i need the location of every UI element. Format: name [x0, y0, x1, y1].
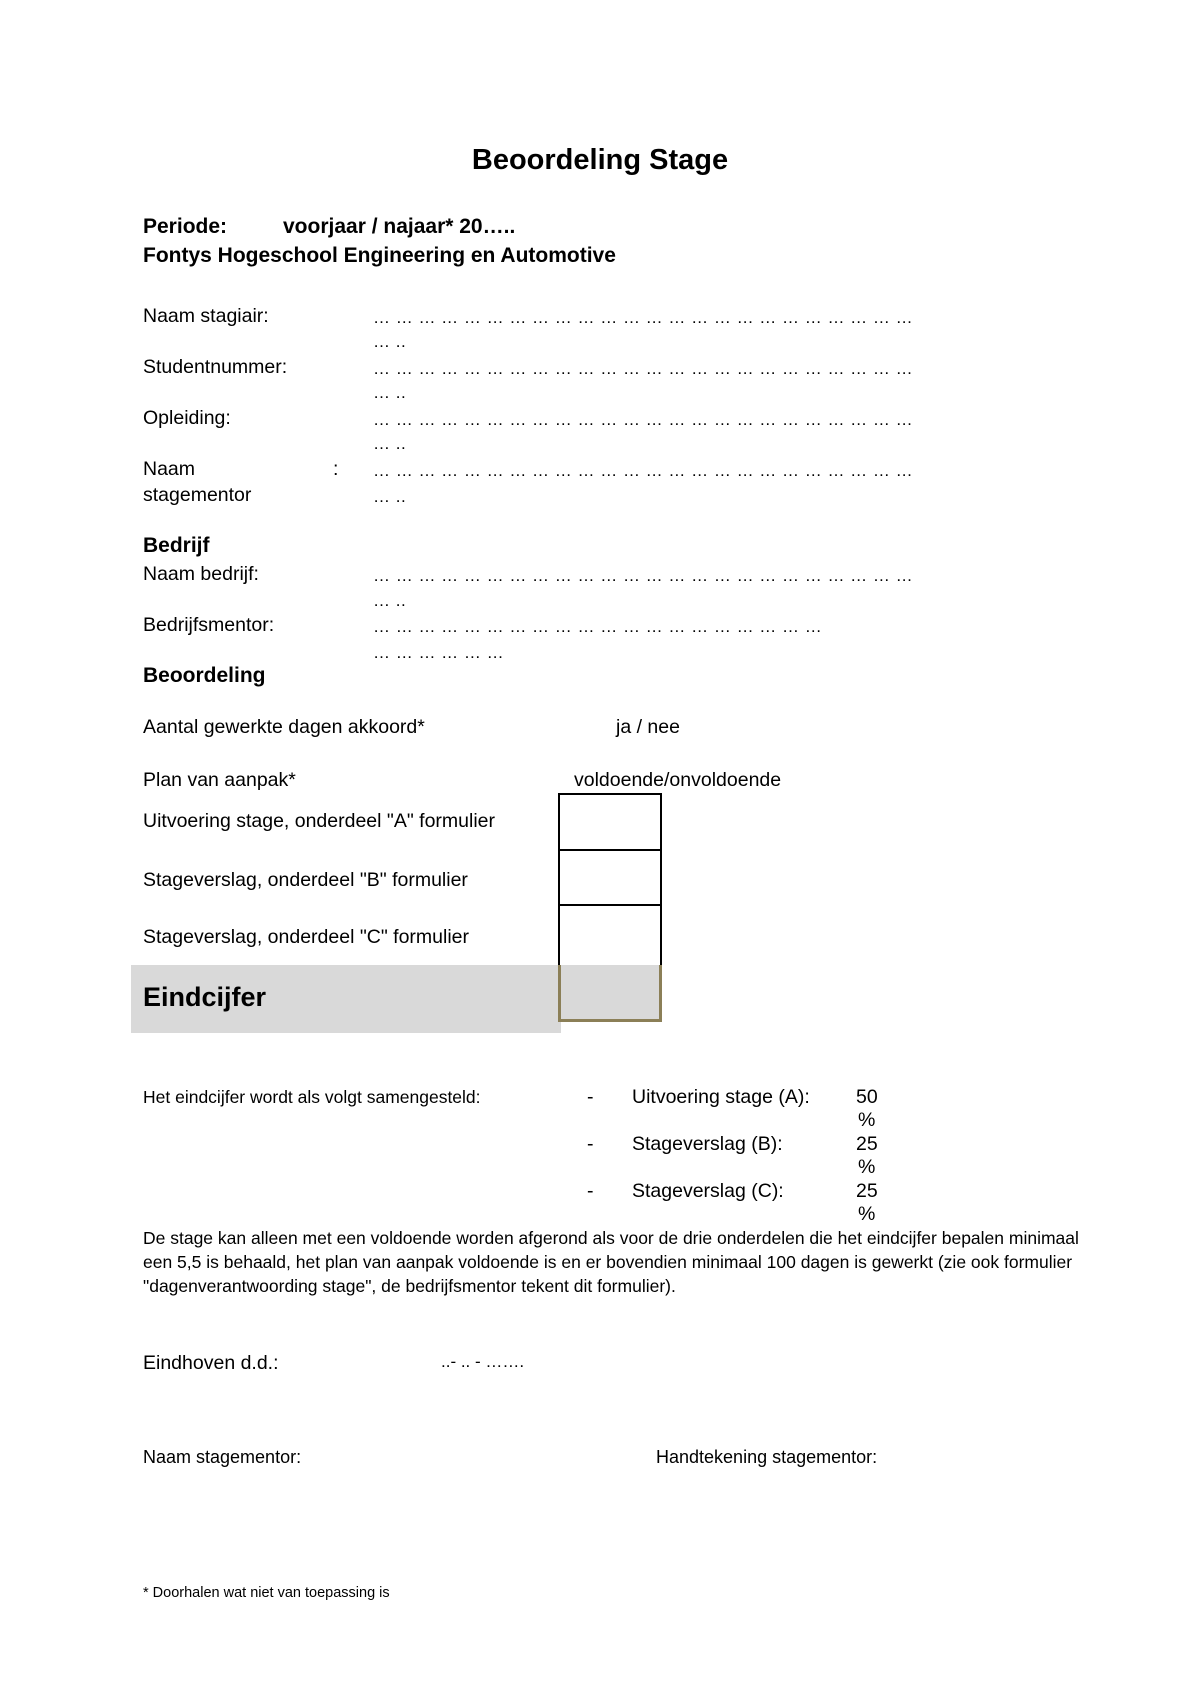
field-dots: … … … … … … … … … … … … … … … … … … … … … … … …	[373, 308, 914, 327]
school-name: Fontys Hogeschool Engineering en Automotive	[143, 244, 616, 267]
composition-unit: %	[858, 1156, 876, 1178]
plan-label: Plan van aanpak*	[143, 769, 296, 791]
eindcijfer-label: Eindcijfer	[143, 982, 267, 1012]
field-label: Studentnummer:	[143, 356, 288, 378]
composition-pct: 25	[856, 1133, 878, 1155]
mentor-signature-label: Handtekening stagementor:	[656, 1447, 878, 1467]
periode-value: voorjaar / najaar* 20…..	[283, 215, 516, 238]
composition-dash: -	[587, 1180, 594, 1202]
composition-unit: %	[858, 1203, 876, 1225]
grade-box-a[interactable]	[558, 793, 662, 851]
grade-box-b[interactable]	[558, 849, 662, 906]
composition-pct: 50	[856, 1086, 878, 1108]
composition-label: Uitvoering stage (A):	[632, 1086, 810, 1108]
plan-value: voldoende/onvoldoende	[574, 769, 782, 791]
eindcijfer-box[interactable]	[558, 965, 662, 1022]
field-label-cont: stagementor	[143, 484, 252, 506]
footnote: * Doorhalen wat niet van toepassing is	[143, 1585, 390, 1601]
grade-row-label-a: Uitvoering stage, onderdeel "A" formulier	[143, 810, 496, 832]
bedrijfsmentor-dots-cont: … … … … … …	[373, 643, 505, 662]
field-dots: … … … … … … … … … … … … … … … … … … … … … … … …	[373, 410, 914, 429]
place-date-value: ..- .. - …….	[441, 1352, 525, 1371]
field-dots: … … … … … … … … … … … … … … … … … … … … … … … …	[373, 359, 914, 378]
field-colon: :	[333, 458, 339, 480]
field-dots-cont: … ..	[373, 487, 407, 506]
field-label: Naam stagiair:	[143, 305, 269, 327]
bedrijf-naam-label: Naam bedrijf:	[143, 563, 259, 585]
field-label: Opleiding:	[143, 407, 231, 429]
composition-intro: Het eindcijfer wordt als volgt samengesteld:	[143, 1087, 481, 1107]
composition-label: Stageverslag (B):	[632, 1133, 783, 1155]
composition-pct: 25	[856, 1180, 878, 1202]
composition-label: Stageverslag (C):	[632, 1180, 784, 1202]
bedrijf-naam-dots-cont: … ..	[373, 591, 407, 610]
field-dots-cont: … ..	[373, 434, 407, 453]
grade-row-label-c: Stageverslag, onderdeel "C" formulier	[143, 926, 470, 948]
composition-dash: -	[587, 1086, 594, 1108]
page-title: Beoordeling Stage	[471, 144, 729, 176]
bedrijfsmentor-label: Bedrijfsmentor:	[143, 614, 275, 636]
composition-dash: -	[587, 1133, 594, 1155]
bedrijf-heading: Bedrijf	[143, 534, 210, 557]
field-dots: … … … … … … … … … … … … … … … … … … … … … … … …	[373, 461, 914, 480]
bedrijf-naam-dots: … … … … … … … … … … … … … … … … … … … … … … … …	[373, 566, 914, 585]
field-label: Naam	[143, 458, 196, 480]
dagen-label: Aantal gewerkte dagen akkoord*	[143, 716, 425, 738]
periode-label: Periode:	[143, 215, 228, 238]
field-dots-cont: … ..	[373, 332, 407, 351]
field-dots-cont: … ..	[373, 383, 407, 402]
conditions-paragraph: De stage kan alleen met een voldoende worden afgerond als voor de drie onderdelen die het eindcijfer bepalen minimaal een 5,5 is behaald, het plan van aanpak voldoende is en er bovendien minimaal 100 dagen is gewerkt (zie ook formulier "dagenverantwoording stage", de bedrijfsmentor tekent dit formulier).	[143, 1228, 1079, 1296]
grade-box-c[interactable]	[558, 904, 662, 967]
beoordeling-heading: Beoordeling	[143, 664, 266, 687]
mentor-name-label: Naam stagementor:	[143, 1447, 302, 1467]
grade-row-label-b: Stageverslag, onderdeel "B" formulier	[143, 869, 468, 891]
place-label: Eindhoven d.d.:	[143, 1352, 279, 1374]
bedrijfsmentor-dots: … … … … … … … … … … … … … … … … … … … …	[373, 617, 823, 636]
dagen-value: ja / nee	[616, 716, 680, 738]
composition-unit: %	[858, 1109, 876, 1131]
